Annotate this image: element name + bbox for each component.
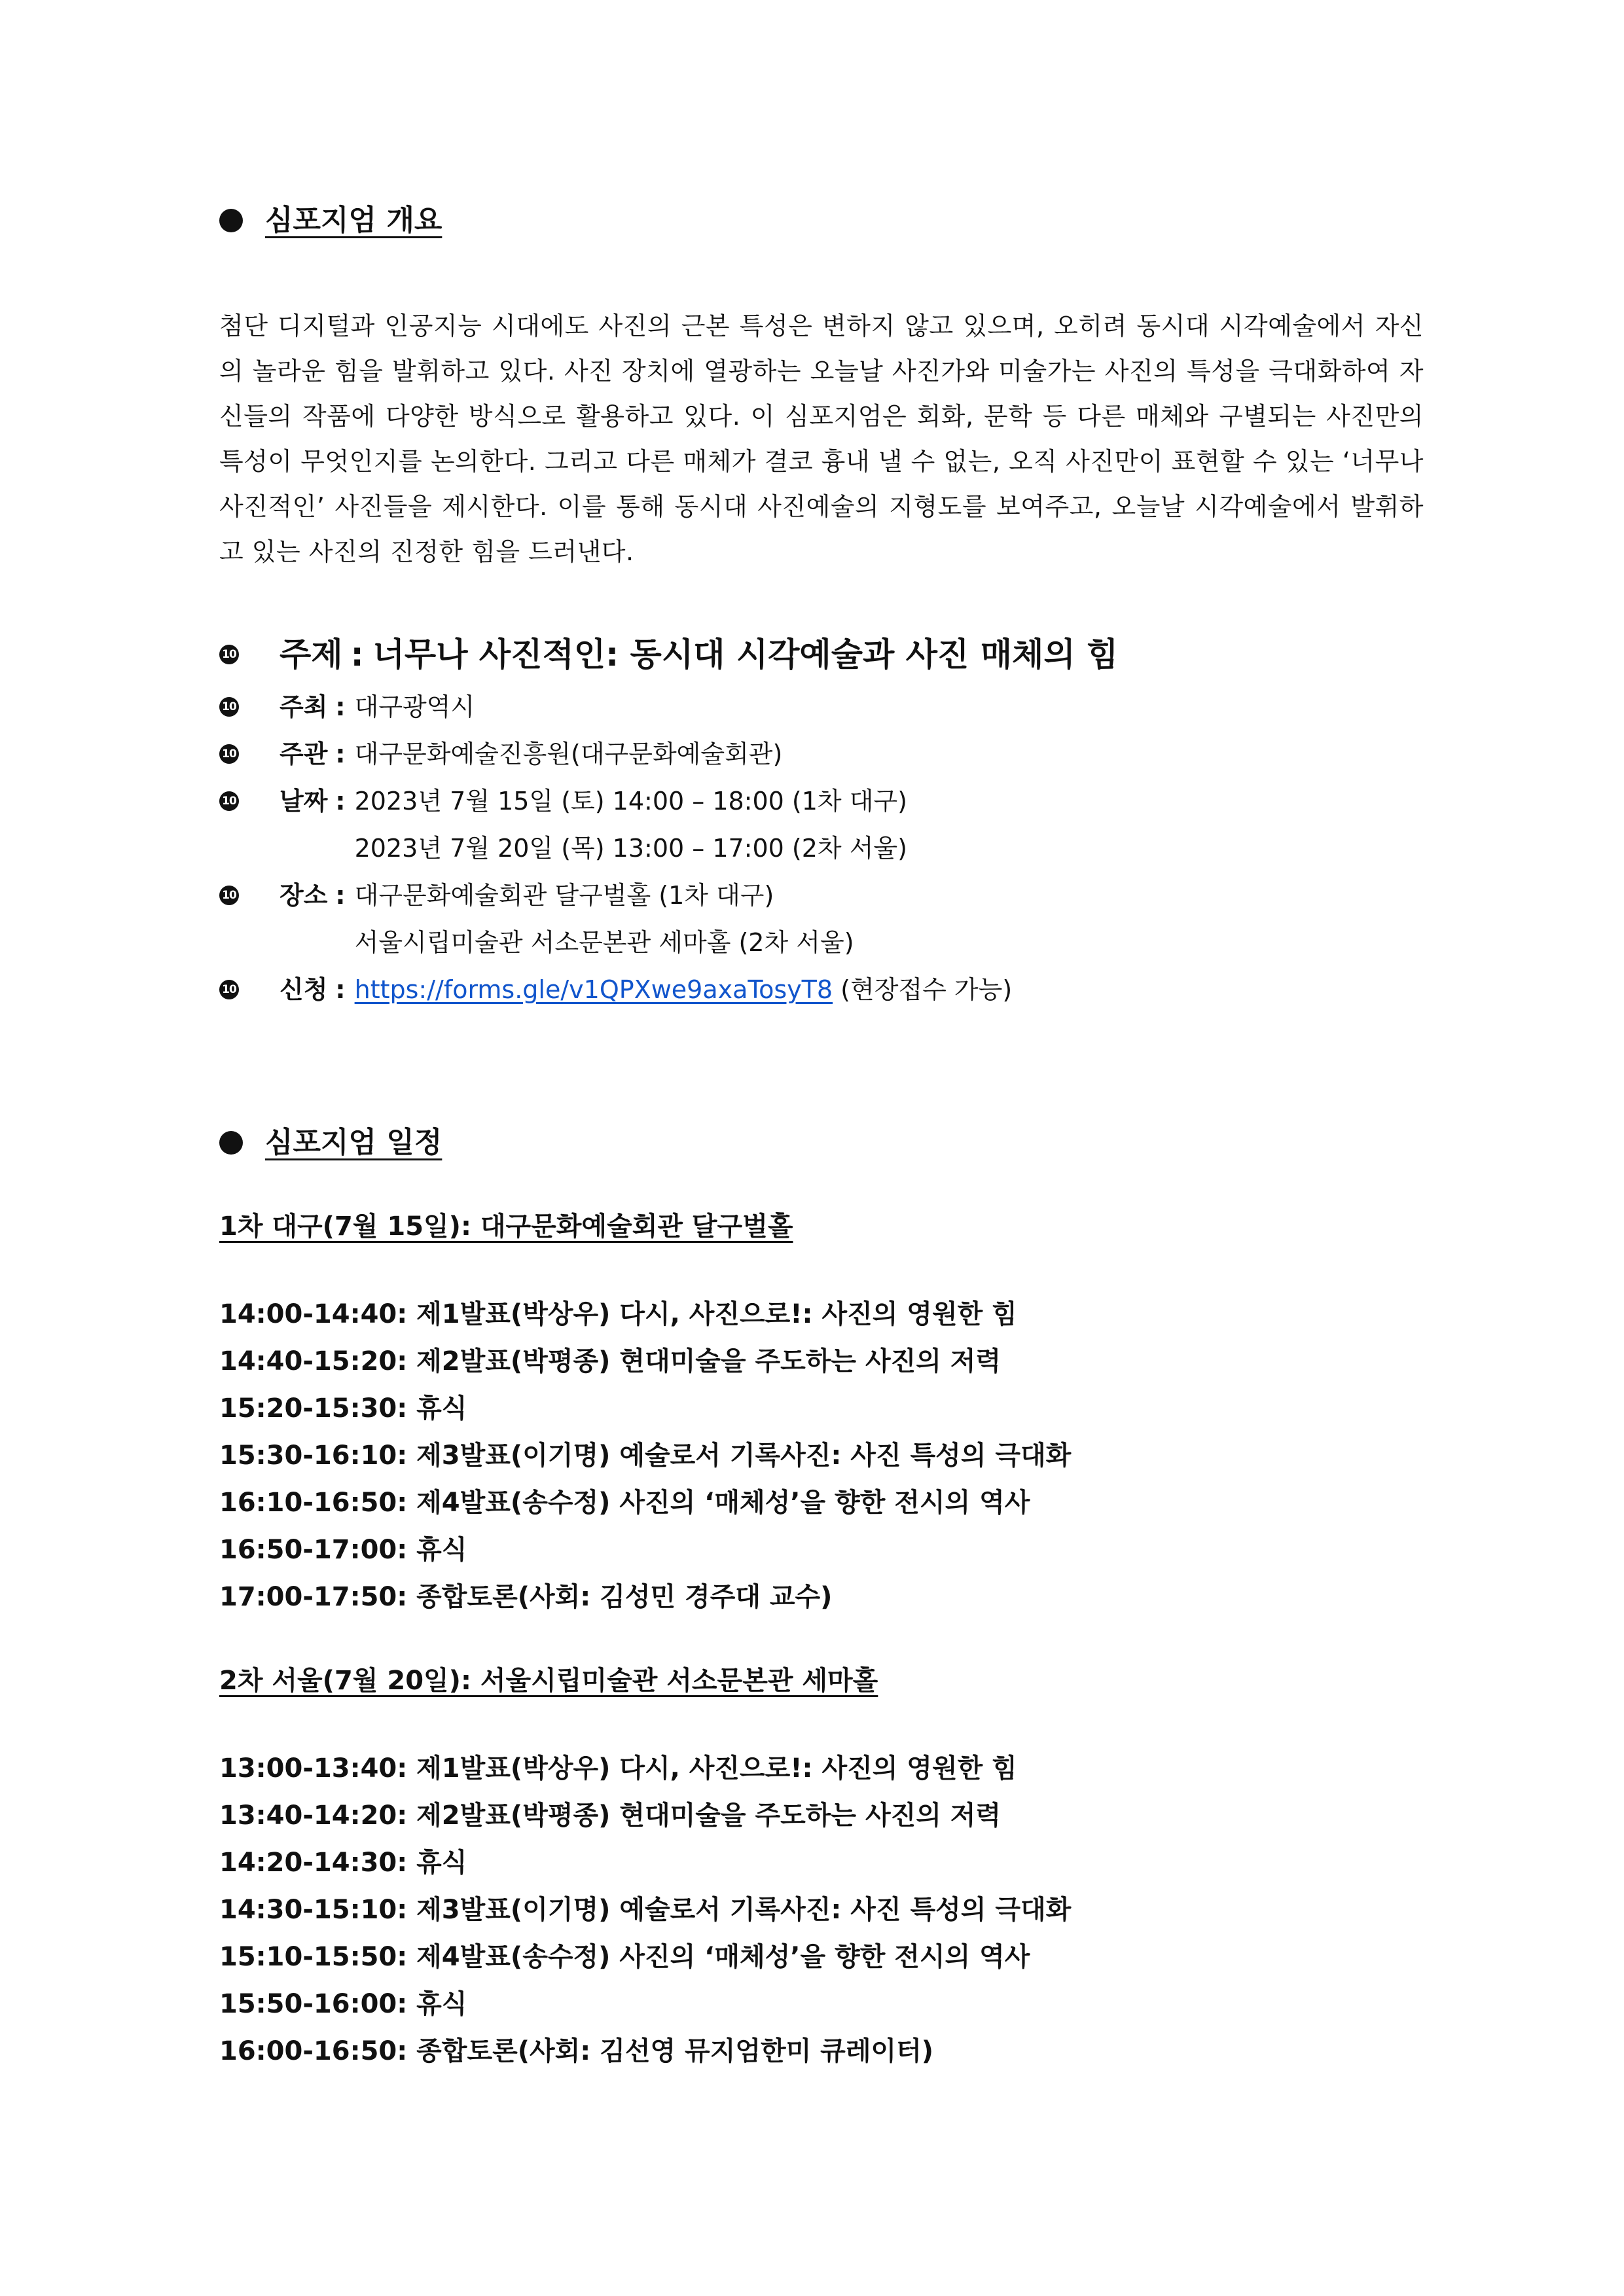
bullet-dot-icon — [219, 1131, 243, 1155]
schedule-item: 15:10-15:50: 제4발표(송수정) 사진의 ‘매체성’을 향한 전시의 역사 — [219, 1942, 1030, 1972]
schedule-item: 15:30-16:10: 제3발표(이기명) 예술로서 기록사진: 사진 특성의 극대화 — [219, 1441, 1072, 1471]
application-link[interactable]: https://forms.gle/v1QPXwe9axaTosyT8 — [354, 975, 833, 1004]
schedule-item: 15:20-15:30: 휴식 — [219, 1393, 467, 1424]
info-value: 대구문화예술진흥원(대구문화예술회관) — [354, 740, 783, 768]
info-separator: : — [335, 692, 346, 721]
schedule-item: 14:40-15:20: 제2발표(박평종) 현대미술을 주도하는 사진의 저력 — [219, 1346, 1001, 1376]
schedule-item: 16:50-17:00: 휴식 — [219, 1535, 467, 1565]
venue-line-2: 서울시립미술관 서소문본관 세마홀 (2차 서울) — [354, 928, 854, 957]
schedule-item: 15:50-16:00: 휴식 — [219, 1989, 467, 2019]
date-line-1: 2023년 7월 15일 (토) 14:00 – 18:00 (1차 대구) — [354, 787, 907, 816]
schedule-item: 14:20-14:30: 휴식 — [219, 1848, 467, 1878]
application-note: (현장접수 가능) — [840, 975, 1013, 1004]
session-1-title: 1차 대구(7월 15일): 대구문화예술회관 달구벌홀 — [219, 1211, 793, 1242]
info-separator: : — [335, 787, 346, 816]
number-ten-bullet-icon: 10 — [219, 697, 239, 717]
schedule-item: 14:30-15:10: 제3발표(이기명) 예술로서 기록사진: 사진 특성의 극대화 — [219, 1895, 1072, 1925]
session-1-schedule — [219, 1291, 1424, 1621]
number-ten-bullet-icon: 10 — [219, 645, 239, 664]
schedule-item: 17:00-17:50: 종합토론(사회: 김성민 경주대 교수) — [219, 1582, 833, 1612]
overview-paragraph: 첨단 디지털과 인공지능 시대에도 사진의 근본 특성은 변하지 않고 있으며, 오히려 동시대 시각예술에서 자신의 놀라운 힘을 발휘하고 있다. 사진 장치에 열광하는 오늘날 사진가와 미술가는 사진의 특성을 극대화하여 자신들의 작품에 다양한 방식으로 활용하고 있다. 이 심포지엄은 회화, 문학 등 다른 매체와 구별되는 사진만의 특성이 무엇인지를 논의한다. 그리고 다른 매체가 결코 흉내 낼 수 없는, 오직 사진만이 표현할 수 있는 ‘너무나 사진적인’ 사진들을 제시한다. 이를 통해 동시대 사진예술의 지형도를 보여주고, 오늘날 시각예술에서 발휘하고 있는 사진의 진정한 힘을 드러낸다. — [219, 312, 1424, 566]
info-theme — [219, 628, 1424, 681]
info-separator: : — [335, 740, 346, 768]
schedule-item: 16:10-16:50: 제4발표(송수정) 사진의 ‘매체성’을 향한 전시의 역사 — [219, 1488, 1030, 1518]
info-key: 주관 — [280, 740, 328, 768]
info-host — [219, 683, 1424, 730]
info-separator: : — [335, 881, 346, 910]
info-apply — [219, 966, 1424, 1013]
info-values — [355, 778, 907, 872]
info-key: 주최 — [280, 692, 328, 721]
number-ten-bullet-icon: 10 — [219, 980, 239, 999]
schedule-item: 14:00-14:40: 제1발표(박상우) 다시, 사진으로!: 사진의 영원한 힘 — [219, 1299, 1017, 1329]
info-key: 신청 — [280, 975, 328, 1004]
session-2-schedule — [219, 1745, 1424, 2075]
info-value: 대구광역시 — [354, 692, 475, 721]
info-organizer — [219, 730, 1424, 778]
overview-heading — [219, 201, 1424, 240]
session-2-title: 2차 서울(7월 20일): 서울시립미술관 서소문본관 세마홀 — [219, 1666, 878, 1696]
info-key: 장소 — [280, 881, 328, 910]
bullet-dot-icon — [219, 209, 243, 232]
info-separator: : — [335, 975, 346, 1004]
info-separator: : — [350, 636, 364, 673]
info-values — [355, 872, 854, 966]
date-line-2: 2023년 7월 20일 (목) 13:00 – 17:00 (2차 서울) — [354, 834, 907, 863]
info-value: 너무나 사진적인: 동시대 시각예술과 사진 매체의 힘 — [372, 636, 1119, 673]
info-venue — [219, 872, 1424, 966]
info-key: 주제 — [280, 636, 343, 673]
number-ten-bullet-icon: 10 — [219, 791, 239, 811]
document-page — [219, 196, 1424, 2075]
info-key: 날짜 — [280, 787, 328, 816]
info-list — [219, 628, 1424, 1013]
number-ten-bullet-icon: 10 — [219, 886, 239, 905]
schedule-item: 16:00-16:50: 종합토론(사회: 김선영 뮤지엄한미 큐레이터) — [219, 2036, 934, 2066]
info-date — [219, 778, 1424, 872]
schedule-heading-text: 심포지엄 일정 — [265, 1126, 442, 1159]
schedule-item: 13:40-14:20: 제2발표(박평종) 현대미술을 주도하는 사진의 저력 — [219, 1801, 1001, 1831]
schedule-heading — [219, 1123, 1424, 1162]
number-ten-bullet-icon: 10 — [219, 744, 239, 764]
overview-heading-text: 심포지엄 개요 — [265, 204, 442, 237]
schedule-item: 13:00-13:40: 제1발표(박상우) 다시, 사진으로!: 사진의 영원한 힘 — [219, 1753, 1017, 1784]
venue-line-1: 대구문화예술회관 달구벌홀 (1차 대구) — [354, 881, 774, 910]
